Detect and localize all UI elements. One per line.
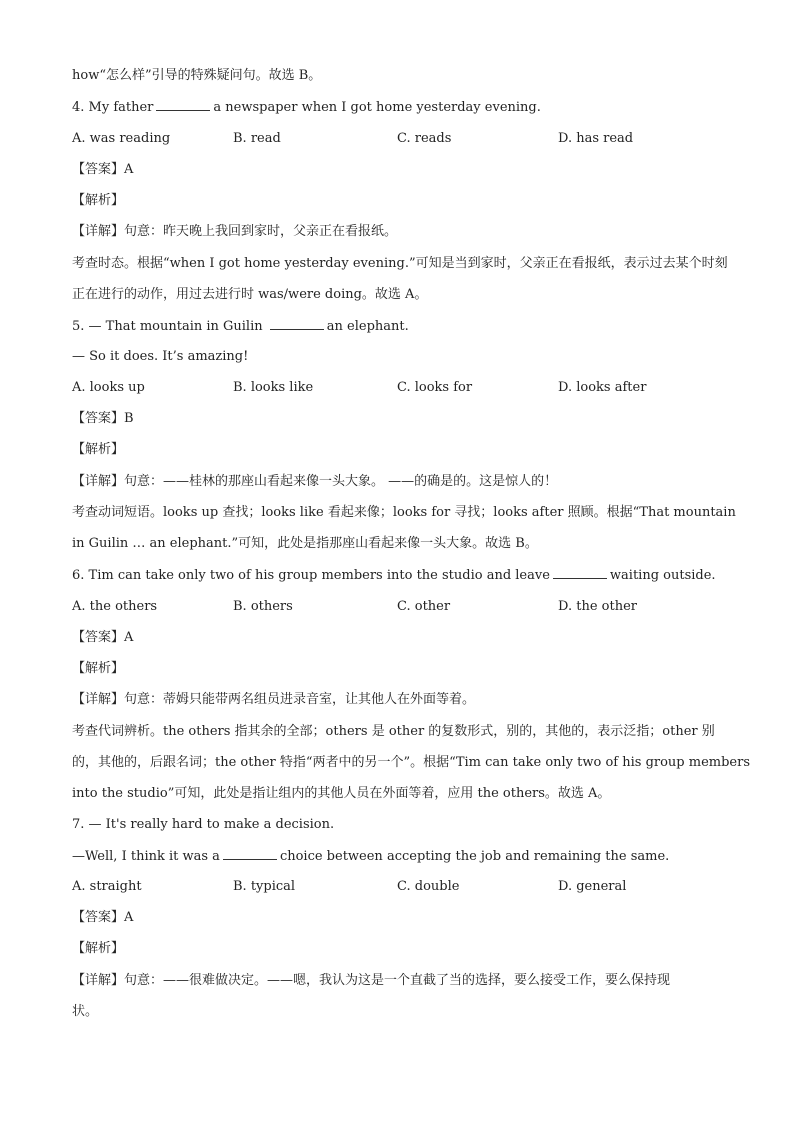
- analysis-label: 【解析】: [72, 941, 125, 956]
- option-a: A. the others: [72, 599, 158, 614]
- analysis-label: 【解析】: [72, 193, 125, 208]
- detail-line: 考查动词短语。looks up 查找；looks like 看起来像；looks for 寻找；looks after 照顾。根据“That mountain: [72, 505, 736, 520]
- option-d: D. the other: [558, 599, 637, 614]
- question-line: — So it does. It’s amazing!: [72, 349, 249, 364]
- analysis-label: 【解析】: [72, 442, 125, 457]
- answer-blank: [553, 566, 607, 579]
- detail-line: into the studio”可知，此处是指让组内的其他人员在外面等着，应用 the others。故选 A。: [72, 786, 611, 801]
- question-text: an elephant.: [326, 319, 409, 334]
- question-text: 5. — That mountain in Guilin: [72, 319, 263, 334]
- question-text: —Well, I think it was a: [72, 849, 220, 864]
- option-c: C. double: [397, 879, 460, 894]
- question-text: 6. Tim can take only two of his group members into the studio and leave: [72, 568, 550, 583]
- detail-line: 正在进行的动作，用过去进行时 was/were doing。故选 A。: [72, 287, 428, 302]
- answer-blank: [156, 98, 210, 111]
- option-d: D. general: [558, 879, 627, 894]
- option-b: B. typical: [233, 879, 296, 894]
- question-5: [72, 317, 732, 336]
- detail-line: 【详解】句意：——很难做决定。——嗯，我认为这是一个直截了当的选择，要么接受工作，要么保持现: [72, 973, 671, 988]
- option-c: C. reads: [397, 131, 452, 146]
- answer-label: 【答案】A: [72, 910, 134, 925]
- answer-blank: [270, 317, 324, 330]
- question-text: a newspaper when I got home yesterday evening.: [213, 100, 541, 115]
- detail-line: 【详解】句意：昨天晚上我回到家时，父亲正在看报纸。: [72, 224, 398, 239]
- question-text: 4. My father: [72, 100, 154, 115]
- explanation-line: how“怎么样”引导的特殊疑问句。故选 B。: [72, 68, 322, 83]
- option-b: B. others: [233, 599, 293, 614]
- option-a: A. looks up: [72, 380, 145, 395]
- option-d: D. has read: [558, 131, 634, 146]
- question-text: waiting outside.: [609, 568, 716, 583]
- detail-line: 的，其他的，后跟名词；the other 特指“两者中的另一个”。根据“Tim can take only two of his group members: [72, 755, 751, 770]
- detail-line: 考查时态。根据“when I got home yesterday evening.”可知是当到家时，父亲正在看报纸，表示过去某个时刻: [72, 256, 728, 271]
- detail-line: 考查代词辨析。the others 指其余的全部；others 是 other 的复数形式，别的，其他的，表示泛指；other 别: [72, 724, 715, 739]
- detail-line: 【详解】句意：蒂姆只能带两名组员进录音室，让其他人在外面等着。: [72, 692, 476, 707]
- question-6: [72, 566, 732, 585]
- answer-label: 【答案】A: [72, 162, 134, 177]
- analysis-label: 【解析】: [72, 661, 125, 676]
- question-7: 7. — It's really hard to make a decision.: [72, 817, 335, 832]
- answer-label: 【答案】B: [72, 411, 134, 426]
- option-d: D. looks after: [558, 380, 647, 395]
- question-4: [72, 98, 732, 117]
- option-b: B. read: [233, 131, 281, 146]
- detail-line: 状。: [72, 1004, 99, 1019]
- option-a: A. was reading: [72, 131, 171, 146]
- question-line: [72, 847, 732, 866]
- question-text: choice between accepting the job and remaining the same.: [279, 849, 670, 864]
- detail-line: in Guilin … an elephant.”可知，此处是指那座山看起来像一头大象。故选 B。: [72, 536, 538, 551]
- detail-line: 【详解】句意：——桂林的那座山看起来像一头大象。 ——的确是的。这是惊人的！: [72, 474, 558, 489]
- option-b: B. looks like: [233, 380, 314, 395]
- option-c: C. other: [397, 599, 451, 614]
- option-c: C. looks for: [397, 380, 473, 395]
- answer-label: 【答案】A: [72, 630, 134, 645]
- option-a: A. straight: [72, 879, 142, 894]
- answer-blank: [223, 847, 277, 860]
